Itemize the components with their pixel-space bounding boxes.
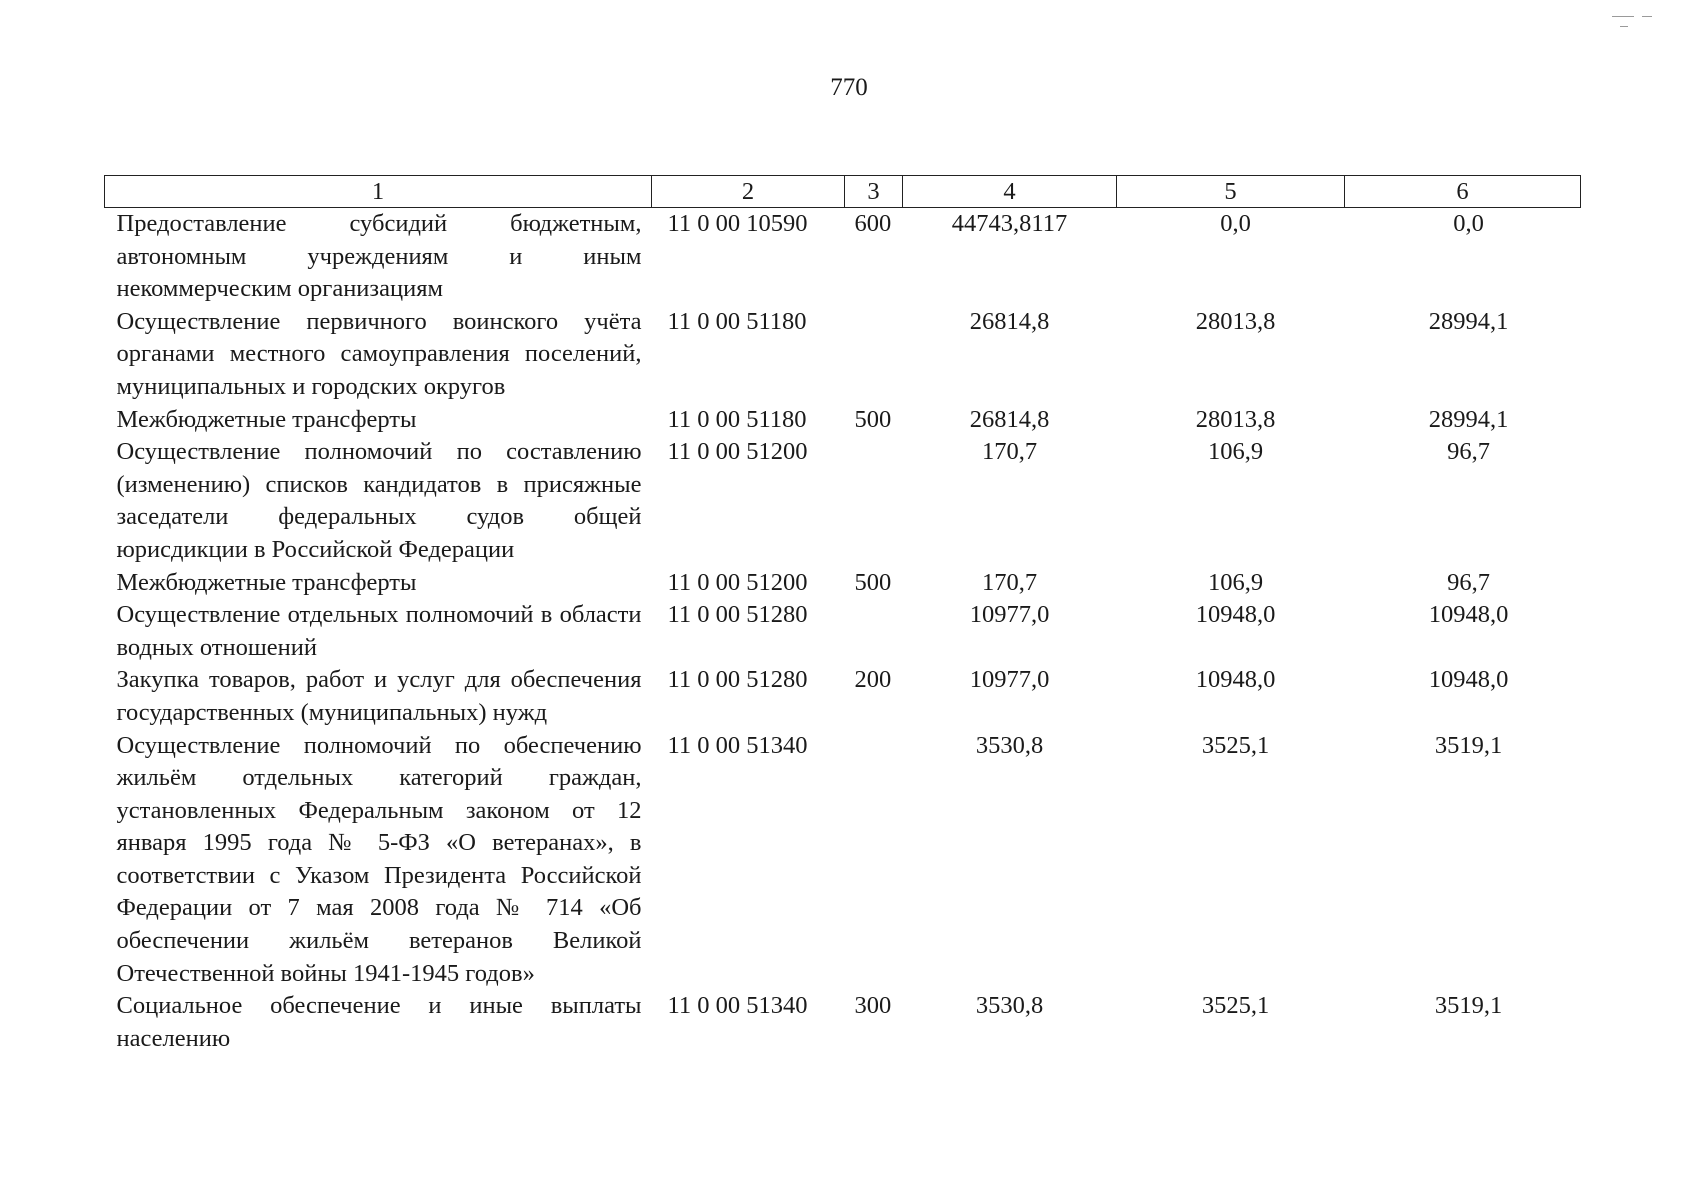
row-value-col4: 10977,0 [969,601,1050,629]
row-description: Осуществление полномочий по обеспечению жильём отдельных категорий граждан, установленных Федеральным законом от 12 января 1995 года № 5-ФЗ «О ветеранах», в соответствии с Указом Президента Российской Федерации от 7 мая 2008 года № 714 «Об обеспечении жильём ветеранов Великой Отечественной войны 1941-1945 годов» [116,731,642,987]
row-value-col4: 10977,0 [969,666,1050,694]
row-description: Осуществление полномочий по составлению (изменению) списков кандидатов в присяжные заседатели федеральных судов общей юрисдикции в Российской Федерации [116,438,642,563]
row-description: Социальное обеспечение и иные выплаты населению [116,992,642,1052]
row-target-code: 11 0 00 51280 [667,601,808,629]
row-expense-type: 600 [854,210,892,237]
row-value-col5: 10948,0 [1195,666,1276,694]
row-target-code: 11 0 00 51340 [667,731,808,759]
header-cell-3: 3 [845,176,903,208]
row-value-col4: 26814,8 [969,405,1050,433]
row-value-col4: 170,7 [981,438,1038,466]
header-cell-4: 4 [903,176,1117,208]
header-row [105,176,1581,208]
row-description: Предоставление субсидий бюджетным, автономным учреждениям и иным некоммерческим организациям [116,210,642,303]
row-value-col6: 96,7 [1447,438,1490,466]
row-value-col5: 0,0 [1220,210,1251,237]
row-description: Осуществление отдельных полномочий в области водных отношений [116,601,642,661]
row-value-col6: 3519,1 [1434,731,1503,759]
budget-table [104,175,1581,1055]
row-value-col4: 3530,8 [975,731,1044,759]
header-cell-5: 5 [1117,176,1345,208]
table-row [105,436,1581,566]
row-value-col6: 96,7 [1447,568,1490,596]
row-expense-type [845,599,903,664]
header-cell-1: 1 [105,176,652,208]
table-row [105,567,1581,600]
row-target-code: 11 0 00 10590 [667,210,808,237]
row-target-code: 11 0 00 51180 [667,307,807,335]
row-value-col6: 28994,1 [1428,405,1509,433]
row-expense-type: 500 [854,405,892,433]
row-description: Осуществление первичного воинского учёта органами местного самоуправления поселений, муниципальных и городских округов [116,307,642,400]
scan-artifact [1620,26,1628,27]
scan-artifact [1612,16,1634,17]
row-value-col5: 28013,8 [1195,405,1276,433]
row-expense-type: 300 [854,992,892,1020]
header-cell-2: 2 [652,176,845,208]
row-expense-type: 500 [854,568,892,596]
row-value-col6: 10948,0 [1428,666,1509,694]
header-cell-6: 6 [1345,176,1581,208]
row-value-col5: 106,9 [1207,438,1264,466]
row-target-code: 11 0 00 51200 [667,568,808,596]
row-target-code: 11 0 00 51340 [667,992,808,1020]
row-value-col4: 44743,8117 [951,210,1068,237]
row-value-col5: 106,9 [1207,568,1264,596]
table-row [105,730,1581,991]
row-value-col6: 10948,0 [1428,601,1509,629]
table-row [105,599,1581,664]
row-expense-type [845,730,903,991]
row-value-col5: 3525,1 [1201,992,1270,1020]
scan-artifact [1642,16,1652,17]
row-target-code: 11 0 00 51200 [667,438,808,466]
row-value-col6: 28994,1 [1428,307,1509,335]
row-target-code: 11 0 00 51280 [667,666,808,694]
row-value-col5: 10948,0 [1195,601,1276,629]
table-row [105,208,1581,306]
row-description: Закупка товаров, работ и услуг для обеспечения государственных (муниципальных) нужд [116,666,642,726]
row-value-col4: 3530,8 [975,992,1044,1020]
row-value-col6: 0,0 [1453,210,1484,237]
row-value-col6: 3519,1 [1434,992,1503,1020]
row-expense-type: 200 [854,666,892,694]
row-value-col4: 26814,8 [969,307,1050,335]
row-value-col4: 170,7 [981,568,1038,596]
row-target-code: 11 0 00 51180 [667,405,807,433]
row-value-col5: 28013,8 [1195,307,1276,335]
row-value-col5: 3525,1 [1201,731,1270,759]
row-expense-type [845,306,903,404]
page-number: 770 [830,74,868,101]
table-row [105,664,1581,729]
table-row [105,990,1581,1055]
table-row [105,306,1581,404]
row-description: Межбюджетные трансферты [116,405,417,433]
table-row [105,404,1581,437]
row-expense-type [845,436,903,566]
row-description: Межбюджетные трансферты [116,568,417,596]
